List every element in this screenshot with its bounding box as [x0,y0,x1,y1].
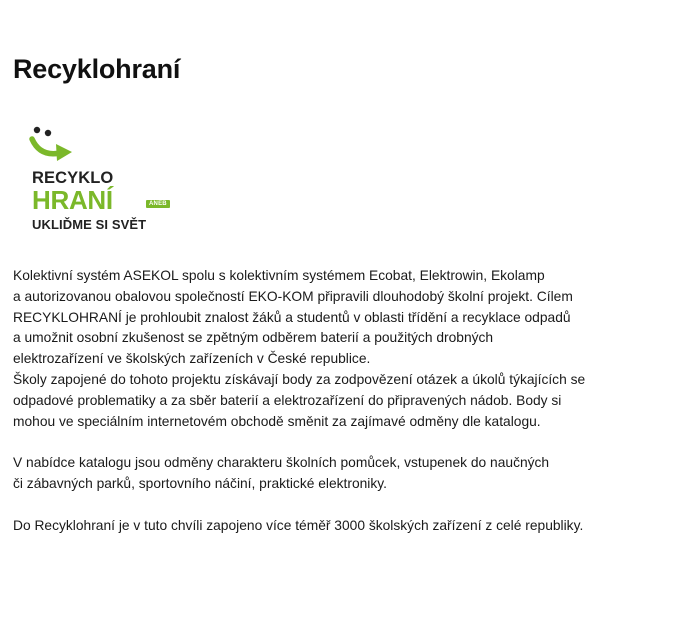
paragraph1-line: elektrozařízení ve školských zařízeních v České republice. [13,351,371,367]
smiley-arrow-icon [28,125,88,169]
recyklohrani-logo [28,125,178,240]
paragraph3-line: Do Recyklohraní je v tuto chvíli zapojeno více téměř 3000 školských zařízení z celé republiky. [13,517,584,533]
paragraph1-line: Kolektivní systém ASEKOL spolu s kolektivním systémem Ecobat, Elektrowin, Ekolamp [13,268,545,283]
paragraph1-line: a autorizovanou obalovou společností EKO-KOM připravili dlouhodobý školní projekt. Cílem [13,288,573,304]
paragraph1-line: RECYKLOHRANÍ je prohloubit znalost žáků a studentů v oblasti třídění a recyklace odpadů [13,309,571,325]
paragraph-gap [13,432,693,453]
logo-text-hrani: HRANÍ [32,185,113,215]
paragraph2-line: V nabídce katalogu jsou odměny charakteru školních pomůcek, vstupenek do naučných [13,455,550,471]
logo-badge-aneb: ANEB [146,200,170,208]
paragraph2-line: či zábavných parků, sportovního náčiní, praktické elektroniky. [13,475,387,491]
paragraph1-line: mohou ve speciálním internetovém obchodě směnit za zajímavé odměny dle katalogu. [13,413,541,429]
page-title: Recyklohraní [13,54,181,84]
logo-text-recyklo: RECYKLO [32,169,114,187]
article-body [13,266,693,536]
paragraph-gap [13,495,693,516]
paragraph1-line: Školy zapojené do tohoto projektu získávají body za zodpovězení otázek a úkolů týkajících se [13,371,586,387]
paragraph1-line: odpadové problematiky a za sběr baterií a elektrozařízení do připravených nádob. Body si [13,392,562,408]
logo-text-uklidme: UKLIĎME SI SVĚT [32,217,147,232]
paragraph1-line: a umožnit osobní zkušenost se zpětným odběrem baterií a použitých drobných [13,330,494,346]
